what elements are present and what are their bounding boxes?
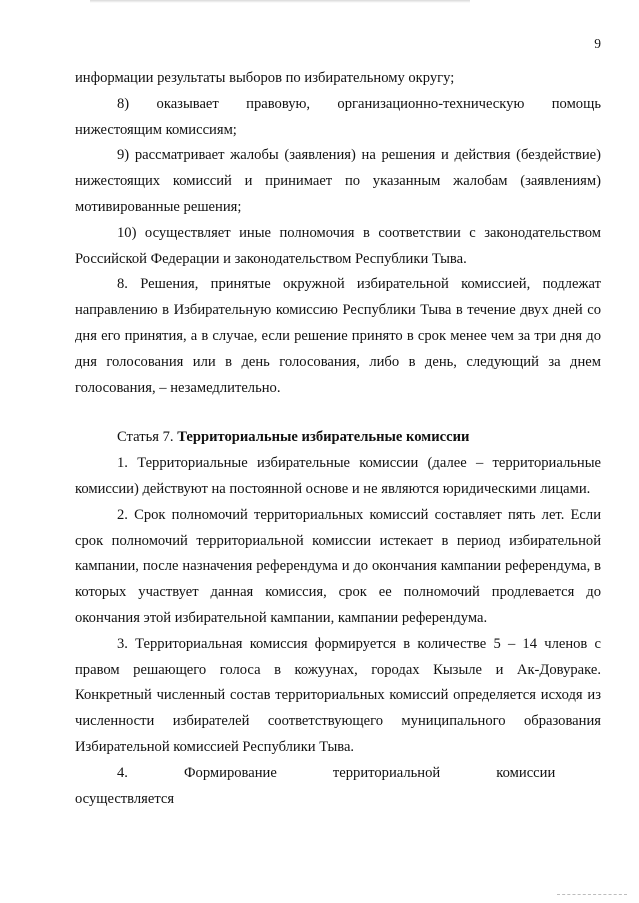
article-clause-2: 2. Срок полномочий территориальных комиссий составляет пять лет. Если срок полномочий территориальной комиссии истекает в период избирательной кампании, после назначения референдума и до окончания кампании референдума, в которых участвует данная комиссия, срок ее полномочий продлевается до окончания этой избирательной кампании, кампании референдума. bbox=[75, 506, 601, 626]
page-number: 9 bbox=[594, 36, 601, 51]
section-gap bbox=[75, 401, 601, 425]
scan-artifact-bottom bbox=[557, 894, 627, 897]
paragraph-item-10: 10) осуществляет иные полномочия в соответствии с законодательством Российской Федерации и законодательством Республики Тыва. bbox=[75, 224, 601, 267]
article-title: Территориальные избирательные комиссии bbox=[177, 429, 470, 446]
paragraph-continuation: информации результаты выборов по избирательному округу; bbox=[75, 70, 455, 86]
article-prefix: Статья 7. bbox=[117, 429, 178, 446]
paragraph-item-9: 9) рассматривает жалобы (заявления) на решения и действия (бездействие) нижестоящих комиссий и принимает по указанным жалобам (заявлениям) мотивированные решения; bbox=[75, 147, 601, 215]
paragraph-clause-8: 8. Решения, принятые окружной избирательной комиссией, подлежат направлению в Избирательную комиссию Республики Тыва в течение двух дней со дня его принятия, а в случае, если решение принято в срок менее чем за три дня до дня голосования или в день голосования, либо в день, следующий за днем голосования, – незамедлительно. bbox=[75, 276, 601, 396]
article-heading bbox=[75, 425, 601, 451]
article-clause-1: 1. Территориальные избирательные комиссии (далее – территориальные комиссии) действуют на постоянной основе и не являются юридическими лицами. bbox=[75, 455, 601, 497]
document-body bbox=[75, 66, 601, 812]
article-clause-4: 4. Формирование территориальной комиссии осуществляется bbox=[75, 764, 601, 807]
paragraph-item-8: 8) оказывает правовую, организационно-техническую помощь нижестоящим комиссиям; bbox=[75, 95, 601, 138]
article-clause-3: 3. Территориальная комиссия формируется в количестве 5 – 14 членов с правом решающего голоса в кожуунах, городах Кызыле и Ак-Довураке. Конкретный численный состав территориальных комиссий определяется исходя из численности избирателей соответствующего муниципального образования Избирательной комиссией Республики Тыва. bbox=[75, 635, 601, 755]
scan-artifact-top bbox=[90, 0, 470, 3]
